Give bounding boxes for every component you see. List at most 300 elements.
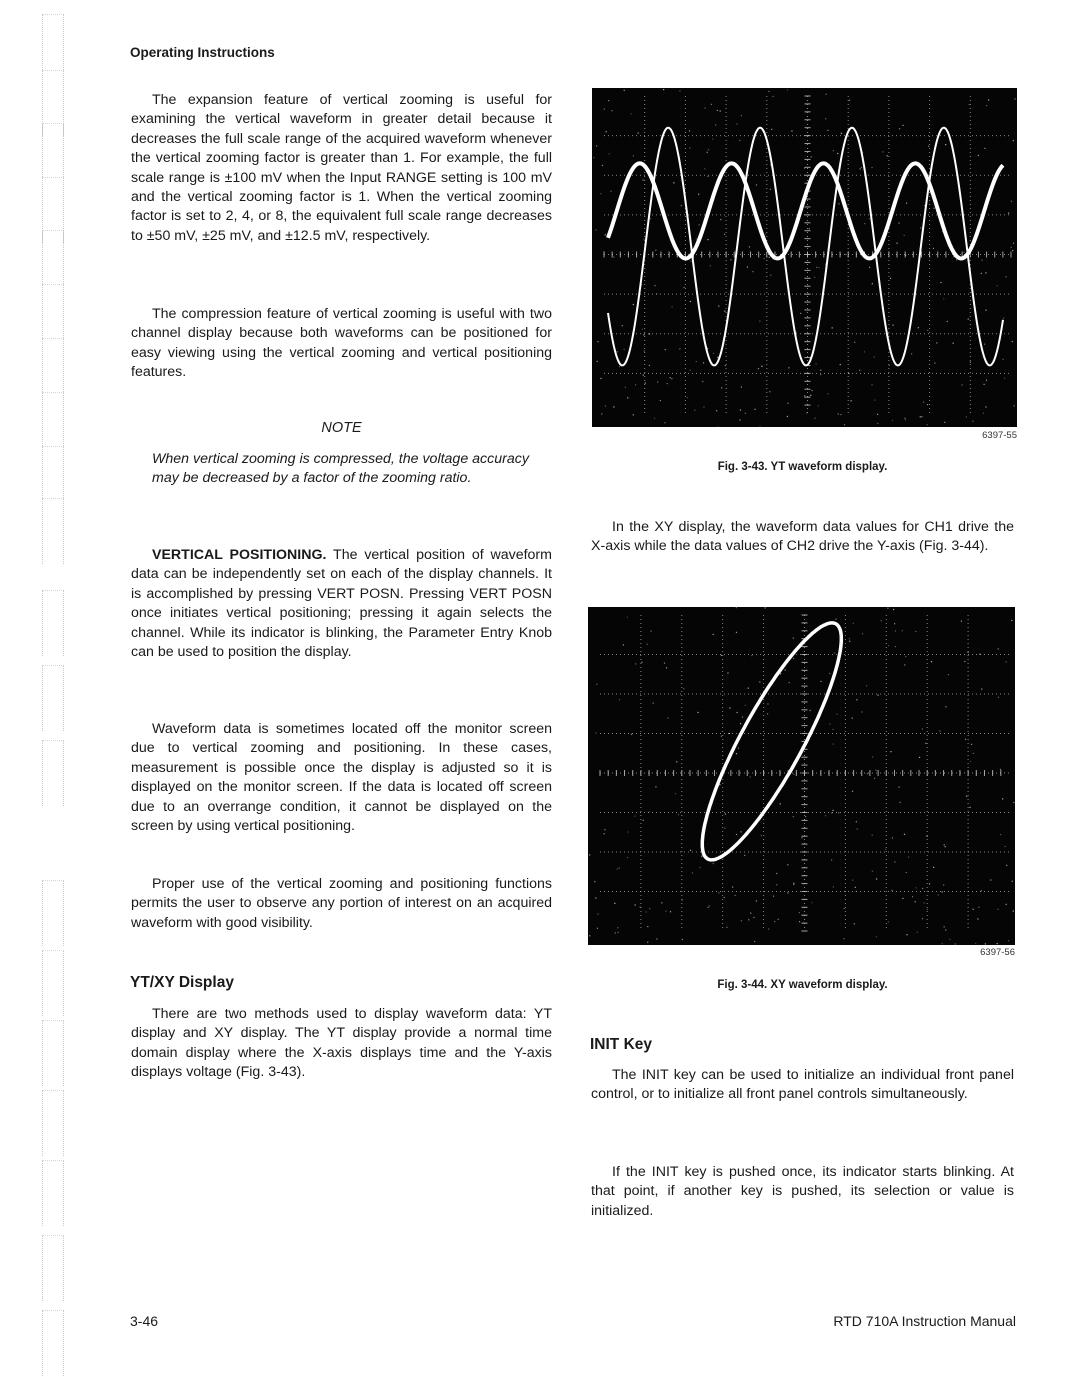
screen-noise bbox=[966, 416, 967, 417]
screen-noise bbox=[997, 943, 998, 944]
screen-noise bbox=[1013, 243, 1014, 244]
screen-noise bbox=[934, 362, 935, 363]
screen-noise bbox=[920, 227, 921, 228]
screen-noise bbox=[750, 776, 751, 777]
screen-noise bbox=[687, 397, 688, 398]
binder-mark bbox=[42, 950, 64, 1016]
screen-noise bbox=[689, 130, 690, 131]
screen-noise bbox=[690, 261, 691, 262]
screen-noise bbox=[852, 791, 853, 792]
paragraph-text: In the XY display, the waveform data values for CH1 drive the X-axis while the data values of CH2 drive the Y-axis (Fig. 3-44). bbox=[591, 519, 1014, 555]
screen-noise bbox=[925, 743, 926, 744]
screen-noise bbox=[631, 734, 632, 735]
screen-noise bbox=[810, 395, 811, 396]
screen-noise bbox=[872, 283, 873, 284]
screen-noise bbox=[948, 674, 949, 675]
screen-noise bbox=[856, 821, 857, 822]
figure-xy-waveform bbox=[588, 607, 1015, 945]
screen-noise bbox=[832, 744, 833, 745]
screen-noise bbox=[805, 816, 806, 817]
screen-noise bbox=[978, 907, 979, 908]
screen-noise bbox=[877, 695, 878, 696]
screen-noise bbox=[861, 711, 862, 712]
screen-noise bbox=[902, 630, 903, 631]
screen-noise bbox=[877, 414, 878, 415]
screen-noise bbox=[864, 351, 865, 352]
screen-noise bbox=[679, 348, 680, 349]
screen-noise bbox=[780, 673, 781, 674]
screen-noise bbox=[854, 342, 855, 343]
screen-noise bbox=[893, 609, 894, 610]
screen-noise bbox=[943, 884, 944, 885]
screen-noise bbox=[849, 641, 850, 642]
screen-noise bbox=[945, 144, 946, 145]
screen-noise bbox=[671, 306, 672, 307]
screen-noise bbox=[600, 193, 601, 194]
screen-noise bbox=[981, 273, 982, 274]
screen-noise bbox=[715, 124, 716, 125]
screen-noise bbox=[906, 203, 907, 204]
screen-noise bbox=[765, 607, 766, 608]
screen-noise bbox=[887, 608, 888, 609]
screen-noise bbox=[756, 184, 757, 185]
screen-noise bbox=[594, 881, 595, 882]
screen-noise bbox=[666, 667, 667, 668]
screen-noise bbox=[713, 863, 714, 864]
screen-noise bbox=[892, 420, 893, 421]
screen-noise bbox=[921, 416, 922, 417]
screen-noise bbox=[832, 729, 833, 730]
screen-noise bbox=[892, 837, 893, 838]
screen-noise bbox=[933, 208, 934, 209]
screen-noise bbox=[627, 831, 628, 832]
screen-noise bbox=[894, 623, 895, 624]
screen-noise bbox=[945, 846, 946, 847]
screen-noise bbox=[653, 703, 654, 704]
screen-noise bbox=[738, 748, 739, 749]
screen-noise bbox=[844, 938, 845, 939]
screen-noise bbox=[860, 168, 861, 169]
screen-noise bbox=[741, 115, 742, 116]
screen-noise bbox=[624, 349, 625, 350]
screen-noise bbox=[676, 761, 677, 762]
screen-noise bbox=[747, 266, 748, 267]
screen-noise bbox=[922, 918, 923, 919]
screen-noise bbox=[809, 228, 810, 229]
waveform-trace-ch2 bbox=[608, 163, 1003, 258]
binder-mark bbox=[42, 498, 64, 564]
screen-noise bbox=[673, 182, 674, 183]
screen-noise bbox=[866, 685, 867, 686]
screen-noise bbox=[721, 736, 722, 737]
screen-noise bbox=[854, 923, 855, 924]
screen-noise bbox=[968, 318, 969, 319]
screen-noise bbox=[690, 370, 691, 371]
screen-noise bbox=[869, 267, 870, 268]
screen-noise bbox=[732, 886, 733, 887]
screen-noise bbox=[741, 386, 742, 387]
screen-noise bbox=[718, 306, 719, 307]
screen-noise bbox=[707, 176, 708, 177]
screen-noise bbox=[981, 688, 982, 689]
screen-noise bbox=[1014, 405, 1015, 406]
screen-noise bbox=[927, 909, 928, 910]
screen-noise bbox=[814, 418, 815, 419]
paragraph-text: The vertical position of waveform data can be independently set on each of the display channels. It is accomplished by pressing VERT POSN. Pressing VERT POSN once initiates vertical positioning; pressing it again selects the channel. While its indicator is blinking, the Parameter Entry Knob can be used to position the display. bbox=[131, 547, 552, 661]
screen-noise bbox=[840, 364, 841, 365]
screen-noise bbox=[1008, 212, 1009, 213]
screen-noise bbox=[597, 361, 598, 362]
screen-noise bbox=[898, 222, 899, 223]
screen-noise bbox=[679, 90, 680, 91]
screen-noise bbox=[855, 887, 856, 888]
screen-noise bbox=[663, 89, 664, 90]
screen-noise bbox=[633, 304, 634, 305]
screen-noise bbox=[812, 902, 813, 903]
screen-noise bbox=[861, 167, 862, 168]
paragraph-proper-use bbox=[131, 875, 552, 933]
screen-noise bbox=[872, 835, 873, 836]
screen-noise bbox=[988, 99, 989, 100]
running-header: Operating Instructions bbox=[130, 45, 275, 60]
screen-noise bbox=[985, 406, 986, 407]
screen-noise bbox=[927, 404, 928, 405]
screen-noise bbox=[716, 410, 717, 411]
screen-noise bbox=[655, 786, 656, 787]
screen-noise bbox=[827, 130, 828, 131]
screen-noise bbox=[699, 224, 700, 225]
screen-noise bbox=[649, 908, 650, 909]
screen-noise bbox=[707, 152, 708, 153]
screen-noise bbox=[787, 403, 788, 404]
screen-noise bbox=[942, 943, 943, 944]
paragraph-vertical-positioning bbox=[131, 546, 552, 662]
screen-noise bbox=[793, 883, 794, 884]
screen-noise bbox=[833, 150, 834, 151]
screen-noise bbox=[832, 327, 833, 328]
screen-noise bbox=[891, 890, 892, 891]
screen-noise bbox=[736, 607, 737, 608]
screen-noise bbox=[986, 380, 987, 381]
screen-noise bbox=[773, 896, 774, 897]
screen-noise bbox=[613, 406, 614, 407]
screen-noise bbox=[709, 905, 710, 906]
screen-noise bbox=[633, 414, 634, 415]
screen-noise bbox=[761, 366, 762, 367]
screen-noise bbox=[849, 638, 850, 639]
screen-noise bbox=[745, 705, 746, 706]
run-in-heading: VERTICAL POSITIONING. bbox=[152, 547, 327, 563]
xy-lissajous-trace bbox=[702, 623, 841, 860]
screen-noise bbox=[601, 413, 602, 414]
screen-noise bbox=[597, 341, 598, 342]
screen-noise bbox=[644, 350, 645, 351]
screen-noise bbox=[973, 909, 974, 910]
screen-noise bbox=[984, 344, 985, 345]
screen-noise bbox=[767, 703, 768, 704]
screen-noise bbox=[820, 681, 821, 682]
screen-noise bbox=[1014, 98, 1015, 99]
screen-noise bbox=[789, 682, 790, 683]
screen-noise bbox=[740, 409, 741, 410]
note-body: When vertical zooming is compressed, the voltage accuracy may be decreased by a factor of the zooming ratio. bbox=[152, 451, 529, 487]
screen-noise bbox=[660, 400, 661, 401]
screen-noise bbox=[827, 393, 828, 394]
screen-noise bbox=[857, 828, 858, 829]
screen-noise bbox=[818, 267, 819, 268]
screen-noise bbox=[845, 254, 846, 255]
screen-noise bbox=[771, 129, 772, 130]
screen-noise bbox=[617, 351, 618, 352]
screen-noise bbox=[683, 688, 684, 689]
screen-noise bbox=[862, 633, 863, 634]
figure-number-xy: 6397-56 bbox=[980, 947, 1015, 958]
screen-noise bbox=[933, 248, 934, 249]
screen-noise bbox=[604, 833, 605, 834]
screen-noise bbox=[704, 108, 705, 109]
screen-noise bbox=[917, 932, 918, 933]
screen-noise bbox=[1012, 881, 1013, 882]
screen-noise bbox=[895, 630, 896, 631]
screen-noise bbox=[949, 939, 950, 940]
screen-noise bbox=[627, 397, 628, 398]
screen-noise bbox=[841, 133, 842, 134]
screen-noise bbox=[701, 856, 702, 857]
figure-caption-xy: Fig. 3-44. XY waveform display. bbox=[717, 979, 888, 991]
screen-noise bbox=[908, 857, 909, 858]
screen-noise bbox=[961, 621, 962, 622]
screen-noise bbox=[696, 238, 697, 239]
screen-noise bbox=[851, 400, 852, 401]
screen-noise bbox=[888, 645, 889, 646]
screen-noise bbox=[647, 942, 648, 943]
screen-noise bbox=[943, 298, 944, 299]
screen-noise bbox=[719, 784, 720, 785]
section-heading-ytxy: YT/XY Display bbox=[130, 974, 234, 991]
screen-noise bbox=[654, 285, 655, 286]
screen-noise bbox=[904, 664, 905, 665]
screen-noise bbox=[800, 313, 801, 314]
binder-mark bbox=[42, 590, 64, 656]
xy-oscilloscope-screen bbox=[588, 607, 1015, 945]
screen-noise bbox=[770, 275, 771, 276]
screen-noise bbox=[736, 834, 737, 835]
screen-noise bbox=[874, 778, 875, 779]
screen-noise bbox=[744, 855, 745, 856]
screen-noise bbox=[602, 165, 603, 166]
screen-noise bbox=[876, 879, 877, 880]
screen-noise bbox=[788, 367, 789, 368]
screen-noise bbox=[877, 423, 878, 424]
binder-mark bbox=[42, 1235, 64, 1301]
screen-noise bbox=[876, 878, 877, 879]
screen-noise bbox=[853, 623, 854, 624]
screen-noise bbox=[804, 168, 805, 169]
paragraph-compression bbox=[131, 305, 552, 383]
screen-noise bbox=[707, 907, 708, 908]
screen-noise bbox=[804, 395, 805, 396]
screen-noise bbox=[939, 730, 940, 731]
screen-noise bbox=[726, 927, 727, 928]
screen-noise bbox=[998, 648, 999, 649]
screen-noise bbox=[661, 902, 662, 903]
screen-noise bbox=[912, 896, 913, 897]
screen-noise bbox=[752, 271, 753, 272]
screen-noise bbox=[1012, 341, 1013, 342]
screen-noise bbox=[964, 252, 965, 253]
screen-noise bbox=[902, 125, 903, 126]
screen-noise bbox=[595, 229, 596, 230]
screen-noise bbox=[697, 712, 698, 713]
screen-noise bbox=[773, 96, 774, 97]
screen-noise bbox=[739, 140, 740, 141]
screen-noise bbox=[643, 239, 644, 240]
screen-noise bbox=[734, 895, 735, 896]
note-title: NOTE bbox=[321, 420, 362, 436]
manual-title: RTD 710A Instruction Manual bbox=[833, 1313, 1016, 1329]
screen-noise bbox=[684, 287, 685, 288]
screen-noise bbox=[945, 929, 946, 930]
yt-oscilloscope-screen bbox=[592, 88, 1017, 427]
screen-noise bbox=[597, 913, 598, 914]
screen-noise bbox=[975, 943, 976, 944]
screen-noise bbox=[978, 155, 979, 156]
screen-noise bbox=[894, 861, 895, 862]
screen-noise bbox=[617, 868, 618, 869]
paragraph-ytxy bbox=[131, 1005, 552, 1083]
page-number: 3-46 bbox=[130, 1313, 159, 1329]
screen-noise bbox=[905, 419, 906, 420]
screen-noise bbox=[915, 901, 916, 902]
section-heading-init: INIT Key bbox=[590, 1036, 653, 1053]
screen-noise bbox=[944, 422, 945, 423]
screen-noise bbox=[619, 867, 620, 868]
screen-noise bbox=[646, 911, 647, 912]
screen-noise bbox=[627, 617, 628, 618]
screen-noise bbox=[947, 321, 948, 322]
screen-noise bbox=[874, 400, 875, 401]
screen-noise bbox=[933, 867, 934, 868]
screen-noise bbox=[605, 405, 606, 406]
screen-noise bbox=[904, 418, 905, 419]
screen-noise bbox=[890, 278, 891, 279]
screen-noise bbox=[997, 909, 998, 910]
screen-noise bbox=[785, 669, 786, 670]
screen-noise bbox=[998, 697, 999, 698]
screen-noise bbox=[829, 673, 830, 674]
screen-noise bbox=[703, 362, 704, 363]
screen-noise bbox=[724, 311, 725, 312]
screen-noise bbox=[825, 815, 826, 816]
screen-noise bbox=[745, 413, 746, 414]
screen-noise bbox=[970, 761, 971, 762]
screen-noise bbox=[633, 155, 634, 156]
paragraph-xy-display bbox=[591, 518, 1014, 557]
screen-noise bbox=[642, 179, 643, 180]
screen-noise bbox=[874, 356, 875, 357]
screen-noise bbox=[899, 128, 900, 129]
figure-yt-waveform bbox=[592, 88, 1017, 427]
screen-noise bbox=[875, 770, 876, 771]
screen-noise bbox=[1003, 317, 1004, 318]
screen-noise bbox=[758, 368, 759, 369]
screen-noise bbox=[778, 919, 779, 920]
screen-noise bbox=[831, 859, 832, 860]
screen-noise bbox=[1006, 865, 1007, 866]
screen-noise bbox=[837, 714, 838, 715]
screen-noise bbox=[704, 168, 705, 169]
screen-noise bbox=[619, 366, 620, 367]
screen-noise bbox=[1006, 661, 1007, 662]
screen-noise bbox=[769, 391, 770, 392]
screen-noise bbox=[918, 327, 919, 328]
screen-noise bbox=[614, 903, 615, 904]
screen-noise bbox=[610, 191, 611, 192]
binder-mark bbox=[42, 665, 64, 731]
screen-noise bbox=[625, 387, 626, 388]
screen-noise bbox=[942, 891, 943, 892]
screen-noise bbox=[703, 406, 704, 407]
screen-noise bbox=[736, 632, 737, 633]
screen-noise bbox=[742, 716, 743, 717]
screen-noise bbox=[793, 638, 794, 639]
screen-noise bbox=[972, 421, 973, 422]
screen-noise bbox=[969, 104, 970, 105]
screen-noise bbox=[748, 688, 749, 689]
screen-noise bbox=[956, 259, 957, 260]
screen-noise bbox=[936, 342, 937, 343]
screen-noise bbox=[799, 921, 800, 922]
screen-noise bbox=[756, 900, 757, 901]
screen-noise bbox=[769, 257, 770, 258]
screen-noise bbox=[1000, 769, 1001, 770]
screen-noise bbox=[829, 724, 830, 725]
screen-noise bbox=[641, 662, 642, 663]
screen-noise bbox=[612, 110, 613, 111]
screen-noise bbox=[872, 756, 873, 757]
screen-noise bbox=[922, 728, 923, 729]
screen-noise bbox=[724, 897, 725, 898]
screen-noise bbox=[751, 655, 752, 656]
screen-noise bbox=[814, 277, 815, 278]
screen-noise bbox=[609, 153, 610, 154]
binder-mark bbox=[42, 1310, 64, 1376]
screen-noise bbox=[627, 857, 628, 858]
screen-noise bbox=[929, 883, 930, 884]
screen-noise bbox=[710, 265, 711, 266]
screen-noise bbox=[902, 898, 903, 899]
screen-noise bbox=[595, 897, 596, 898]
binder-mark bbox=[42, 740, 64, 806]
screen-noise bbox=[924, 902, 925, 903]
screen-noise bbox=[973, 753, 974, 754]
screen-noise bbox=[642, 329, 643, 330]
screen-noise bbox=[754, 409, 755, 410]
screen-noise bbox=[753, 917, 754, 918]
screen-noise bbox=[651, 630, 652, 631]
screen-noise bbox=[981, 260, 982, 261]
screen-noise bbox=[638, 132, 639, 133]
screen-noise bbox=[928, 146, 929, 147]
screen-noise bbox=[904, 235, 905, 236]
screen-noise bbox=[761, 835, 762, 836]
screen-noise bbox=[787, 892, 788, 893]
screen-noise bbox=[834, 652, 835, 653]
screen-noise bbox=[759, 321, 760, 322]
screen-noise bbox=[985, 943, 986, 944]
screen-noise bbox=[810, 710, 811, 711]
screen-noise bbox=[1013, 802, 1014, 803]
